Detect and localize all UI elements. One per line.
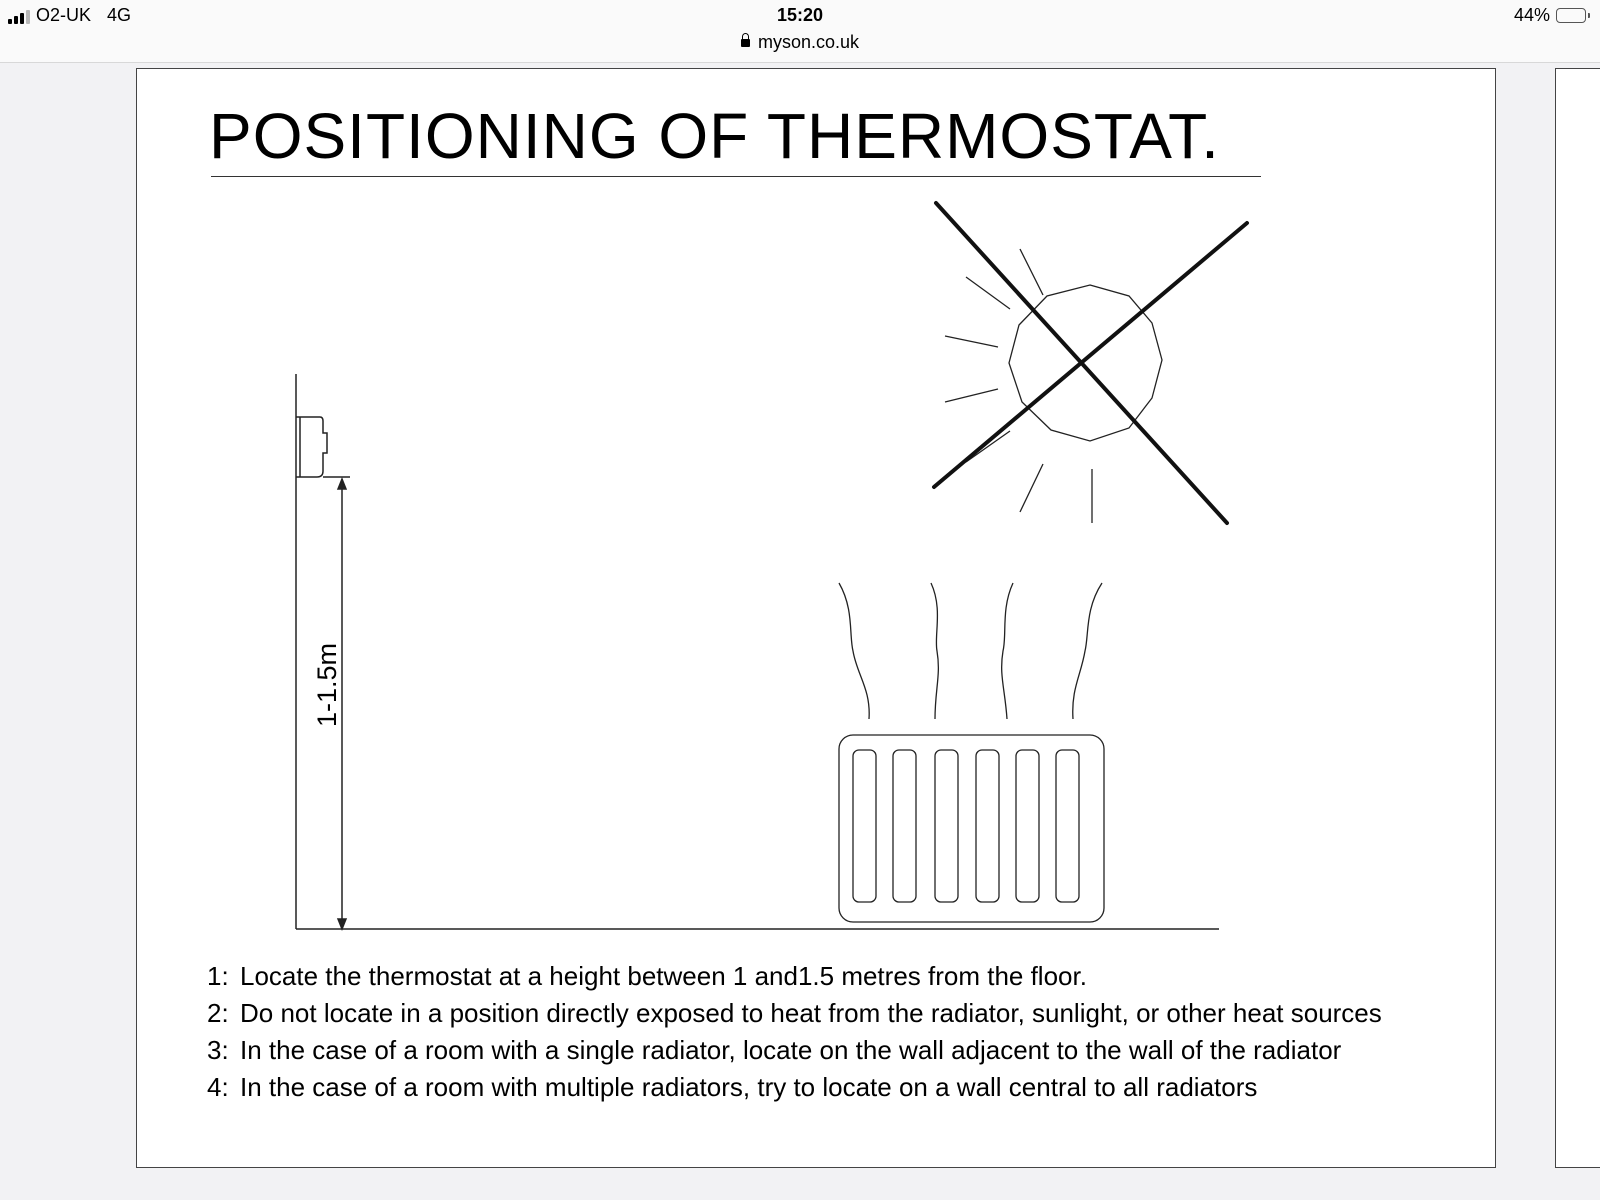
- status-right: [1514, 5, 1586, 26]
- instruction-text: Do not locate in a position directly exposed to heat from the radiator, sunlight, or other heat sources: [240, 998, 1382, 1028]
- instruction-item: [207, 1070, 1477, 1105]
- page-title: POSITIONING OF THERMOSTAT.: [209, 100, 1220, 172]
- cross-out-icon: [934, 203, 1247, 523]
- thermostat-icon: [296, 417, 327, 477]
- address-bar[interactable]: [0, 32, 1600, 53]
- instruction-item: [207, 959, 1477, 994]
- instruction-text: In the case of a room with a single radiator, locate on the wall adjacent to the wall of the radiator: [240, 1035, 1342, 1065]
- instruction-item: [207, 996, 1477, 1031]
- lock-icon: [741, 39, 750, 47]
- battery-icon: [1556, 8, 1586, 23]
- instruction-text: In the case of a room with multiple radiators, try to locate on a wall central to all radiators: [240, 1072, 1258, 1102]
- instruction-number: 3:: [207, 1035, 229, 1065]
- instruction-text: Locate the thermostat at a height between 1 and1.5 metres from the floor.: [240, 961, 1087, 991]
- battery-percent: 44%: [1513, 5, 1550, 25]
- heat-waves-icon: [839, 583, 1102, 719]
- instruction-number: 2:: [207, 998, 229, 1028]
- next-document-page[interactable]: [1555, 68, 1600, 1168]
- url-text[interactable]: myson.co.uk: [757, 32, 860, 52]
- instruction-number: 1:: [207, 961, 229, 991]
- instruction-number: 4:: [207, 1072, 229, 1102]
- radiator-icon: [839, 735, 1104, 922]
- clock: 15:20: [776, 5, 824, 25]
- carrier-name: O2-UK: [36, 5, 92, 25]
- arrow-down-icon: [338, 919, 346, 929]
- dimension-label: 1-1.5m: [312, 642, 343, 728]
- status-bar: [0, 0, 1600, 63]
- document-page[interactable]: [136, 68, 1496, 1168]
- instruction-item: [207, 1033, 1477, 1068]
- arrow-up-icon: [338, 479, 346, 489]
- network-type: 4G: [107, 5, 132, 25]
- instruction-list: [207, 959, 1477, 1107]
- thermostat-diagram: [137, 69, 1497, 949]
